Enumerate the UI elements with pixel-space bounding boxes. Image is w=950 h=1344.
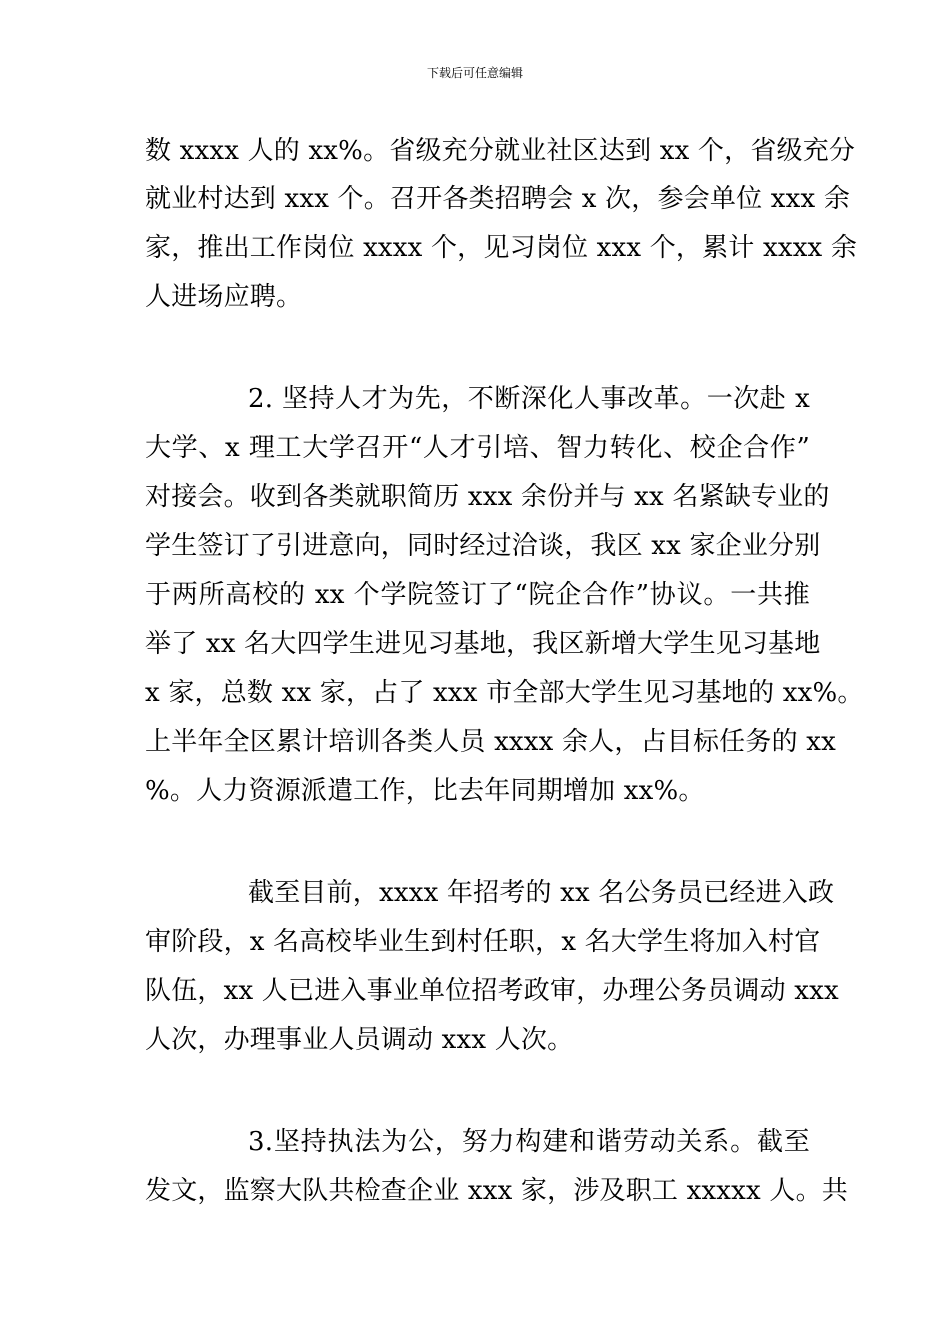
text-line: 大学、x 理工大学召开“人才引培、智力转化、校企合作” [145, 433, 810, 463]
text-line: 就业村达到 xxx 个。召开各类招聘会 x 次，参会单位 xxx 余 [145, 184, 851, 214]
text-line: 人进场应聘。 [145, 282, 303, 312]
text-line: 学生签订了引进意向，同时经过洽谈，我区 xx 家企业分别 [145, 531, 821, 561]
text-line: 审阶段，x 名高校毕业生到村任职，x 名大学生将加入村官 [145, 927, 821, 957]
text-line: 3.坚持执法为公，努力构建和谐劳动关系。截至 [248, 1127, 810, 1157]
text-line: 截至目前，xxxx 年招考的 xx 名公务员已经进入政 [248, 878, 835, 908]
text-line: 人次，办理事业人员调动 xxx 人次。 [145, 1025, 574, 1055]
text-line: 发文，监察大队共检查企业 xxx 家，涉及职工 xxxxx 人。共 [145, 1176, 848, 1206]
text-line: 队伍，xx 人已进入事业单位招考政审，办理公务员调动 xxx [145, 976, 839, 1006]
page-header: 下载后可任意编辑 [426, 66, 523, 80]
text-line: x 家，总数 xx 家，占了 xxx 市全部大学生见习基地的 xx%。 [145, 678, 864, 708]
text-line: %。人力资源派遣工作，比去年同期增加 xx%。 [145, 776, 705, 806]
text-line: 家，推出工作岗位 xxxx 个，见习岗位 xxx 个，累计 xxxx 余 [145, 233, 858, 263]
text-line: 于两所高校的 xx 个学院签订了“院企合作”协议。一共推 [145, 580, 810, 610]
text-line: 上半年全区累计培训各类人员 xxxx 余人，占目标任务的 xx [145, 727, 836, 757]
text-line: 对接会。收到各类就职简历 xxx 余份并与 xx 名紧缺专业的 [145, 482, 830, 512]
text-line: 2. 坚持人才为先，不断深化人事改革。一次赴 x [248, 384, 810, 414]
text-line: 举了 xx 名大四学生进见习基地，我区新增大学生见习基地 [145, 629, 821, 659]
text-line: 数 xxxx 人的 xx%。省级充分就业社区达到 xx 个，省级充分 [145, 136, 856, 166]
